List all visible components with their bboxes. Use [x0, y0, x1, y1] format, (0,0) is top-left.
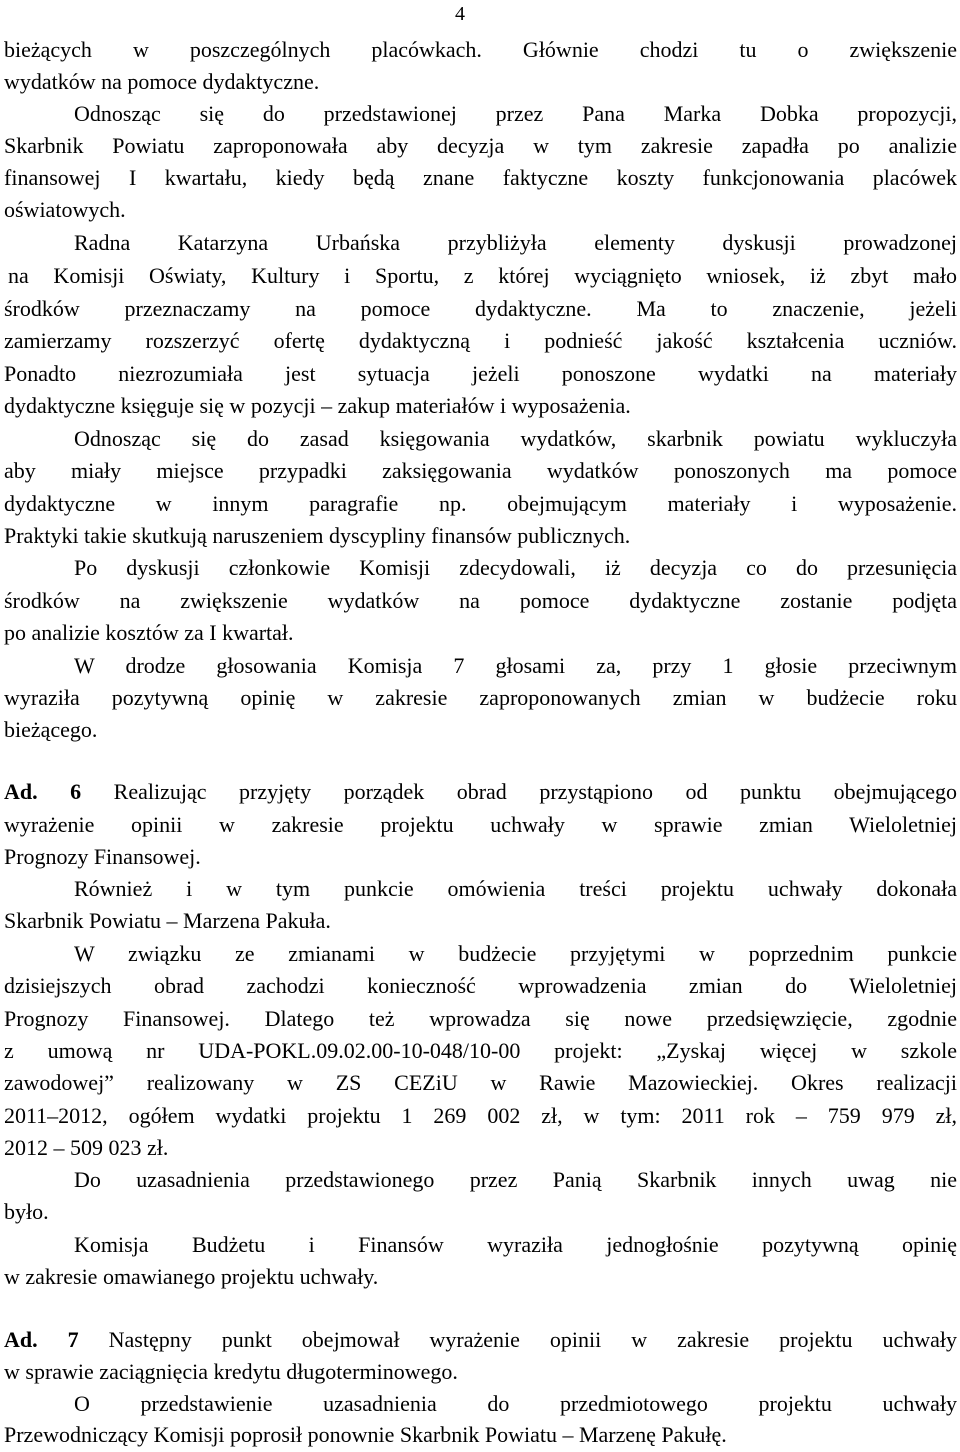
- text-line: na Komisji Oświaty, Kultury i Sportu, z której wyciągnięto wniosek, iż zbyt mało: [8, 263, 957, 288]
- text-line: 2011–2012, ogółem wydatki projektu 1 269 002 zł, w tym: 2011 rok – 759 979 zł,: [4, 1103, 957, 1128]
- text-line: Prognozy Finansowej.: [4, 844, 201, 869]
- text-line: środków przeznaczamy na pomoce dydaktyczne. Ma to znaczenie, jeżeli: [4, 296, 957, 321]
- text-line: W związku ze zmianami w budżecie przyjętymi w poprzednim punkcie: [74, 941, 957, 966]
- text-line: wyrażenie opinii w zakresie projektu uchwały w sprawie zmian Wieloletniej: [4, 812, 957, 837]
- agenda-label: Ad. 7: [4, 1327, 79, 1352]
- text-line: O przedstawienie uzasadnienia do przedmiotowego projektu uchwały: [74, 1391, 957, 1416]
- text-line: dydaktyczne w innym paragrafie np. obejmującym materiały i wyposażenie.: [4, 491, 957, 516]
- text-line: po analizie kosztów za I kwartał.: [4, 620, 294, 645]
- agenda-item-7: [4, 1325, 957, 1355]
- agenda-text: Następny punkt obejmował wyrażenie opinii w zakresie projektu uchwały: [108, 1327, 958, 1352]
- text-line: w sprawie zaciągnięcia kredytu długoterminowego.: [4, 1359, 458, 1384]
- page-number: 4: [455, 3, 465, 25]
- text-line: bieżących w poszczególnych placówkach. Głównie chodzi tu o zwiększenie: [4, 37, 957, 62]
- agenda-text: Realizując przyjęty porządek obrad przystąpiono od punktu obejmującego: [113, 779, 958, 804]
- text-line: Ponadto niezrozumiała jest sytuacja jeżeli ponoszone wydatki na materiały: [4, 361, 957, 386]
- text-line: wydatków na pomoce dydaktyczne.: [4, 69, 320, 94]
- text-line: w zakresie omawianego projektu uchwały.: [4, 1264, 379, 1289]
- text-line: z umową nr UDA-POKL.09.02.00-10-048/10-00 projekt: „Zyskaj więcej w szkole: [4, 1038, 957, 1063]
- text-line: finansowej I kwartału, kiedy będą znane faktyczne koszty funkcjonowania placówek: [4, 165, 957, 190]
- text-line: Przewodniczący Komisji poprosił ponownie Skarbnik Powiatu – Marzenę Pakułę.: [4, 1422, 727, 1447]
- text-line: Odnosząc się do przedstawionej przez Pana Marka Dobka propozycji,: [74, 101, 957, 126]
- text-line: Praktyki takie skutkują naruszeniem dyscypliny finansów publicznych.: [4, 523, 631, 548]
- text-line: Skarbnik Powiatu zaproponowała aby decyzja w tym zakresie zapadła po analizie: [4, 133, 957, 158]
- text-line: dydaktyczne księguje się w pozycji – zakup materiałów i wyposażenia.: [4, 393, 631, 418]
- text-line: środków na zwiększenie wydatków na pomoce dydaktyczne zostanie podjęta: [4, 588, 957, 613]
- text-line: aby miały miejsce przypadki zaksięgowania wydatków ponoszonych ma pomoce: [4, 458, 957, 483]
- text-line: Radna Katarzyna Urbańska przybliżyła elementy dyskusji prowadzonej: [74, 230, 957, 255]
- text-line: Po dyskusji członkowie Komisji zdecydowali, iż decyzja co do przesunięcia: [74, 555, 957, 580]
- agenda-item-6: [4, 777, 957, 807]
- text-line: Do uzasadnienia przedstawionego przez Panią Skarbnik innych uwag nie: [74, 1167, 957, 1192]
- text-line: zawodowej” realizowany w ZS CEZiU w Rawie Mazowieckiej. Okres realizacji: [4, 1070, 957, 1095]
- text-line: Komisja Budżetu i Finansów wyraziła jednogłośnie pozytywną opinię: [74, 1232, 957, 1257]
- text-line: Skarbnik Powiatu – Marzena Pakuła.: [4, 908, 331, 933]
- text-line: Prognozy Finansowej. Dlatego też wprowadza się nowe przedsięwzięcie, zgodnie: [4, 1006, 957, 1031]
- text-line: bieżącego.: [4, 717, 98, 742]
- text-line: 2012 – 509 023 zł.: [4, 1135, 169, 1160]
- text-line: W drodze głosowania Komisja 7 głosami za, przy 1 głosie przeciwnym: [74, 653, 957, 678]
- text-line: zamierzamy rozszerzyć ofertę dydaktyczną i podnieść jakość kształcenia uczniów.: [4, 328, 957, 353]
- agenda-label: Ad. 6: [4, 779, 82, 804]
- text-line: oświatowych.: [4, 197, 126, 222]
- text-line: wyraziła pozytywną opinię w zakresie zaproponowanych zmian w budżecie roku: [4, 685, 957, 710]
- text-line: było.: [4, 1199, 49, 1224]
- text-line: dzisiejszych obrad zachodzi konieczność wprowadzenia zmian do Wieloletniej: [4, 973, 957, 998]
- text-line: Również i w tym punkcie omówienia treści projektu uchwały dokonała: [74, 876, 957, 901]
- text-line: Odnosząc się do zasad księgowania wydatków, skarbnik powiatu wykluczyła: [74, 426, 957, 451]
